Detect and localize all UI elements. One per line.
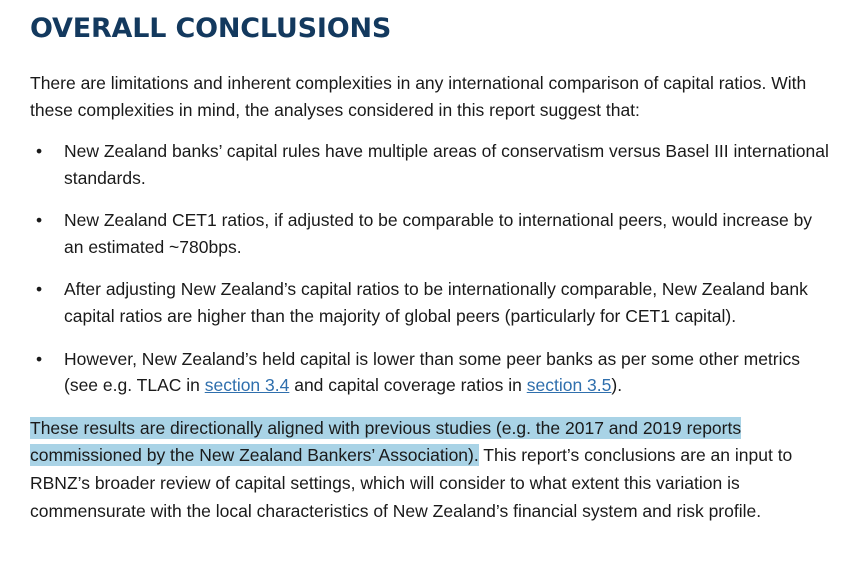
highlighted-text: These results are directionally aligned with previous studies (e.g. the 2017 and 2019 reports commissioned by the New Zealand Bankers’ Association). [30, 417, 742, 466]
list-item-text: After adjusting New Zealand’s capital ratios to be internationally comparable, New Zealand bank capital ratios are higher than the majority of global peers (particularly for CET1 capital). [64, 279, 808, 326]
list-item [30, 207, 829, 260]
list-item-text-between-links: and capital coverage ratios in [289, 375, 527, 396]
list-item-text: New Zealand CET1 ratios, if adjusted to be comparable to international peers, would increase by an estimated ~780bps. [64, 210, 813, 257]
bullet-marker: • [36, 279, 43, 300]
list-item-text-after-link: ). [611, 375, 623, 396]
bullet-marker: • [36, 140, 43, 161]
closing-text: This report’s conclusions are an input to RBNZ’s broader review of capital settings, which will consider to what extent this variation is commensurate with the local characteristics of New Zealand’s financial system and risk profile. [30, 445, 793, 521]
closing-paragraph [30, 415, 829, 526]
list-item [30, 276, 829, 329]
intro-paragraph: There are limitations and inherent complexities in any international comparison of capital ratios. With these complexities in mind, the analyses considered in this report suggest that: [30, 72, 807, 120]
page-title: OVERALL CONCLUSIONS [30, 13, 392, 44]
bullet-marker: • [36, 348, 43, 369]
list-item-text: New Zealand banks’ capital rules have multiple areas of conservatism versus Basel III international standards. [64, 140, 829, 188]
section-3-4-link[interactable]: section 3.4 [204, 375, 290, 396]
conclusions-list [30, 138, 829, 399]
list-item-text-before-link: However, New Zealand’s held capital is lower than some peer banks as per some other metrics (see e.g. TLAC in [64, 348, 800, 396]
list-item [30, 346, 829, 399]
section-3-5-link[interactable]: section 3.5 [526, 375, 612, 396]
list-item [30, 138, 829, 191]
bullet-marker: • [36, 210, 43, 231]
